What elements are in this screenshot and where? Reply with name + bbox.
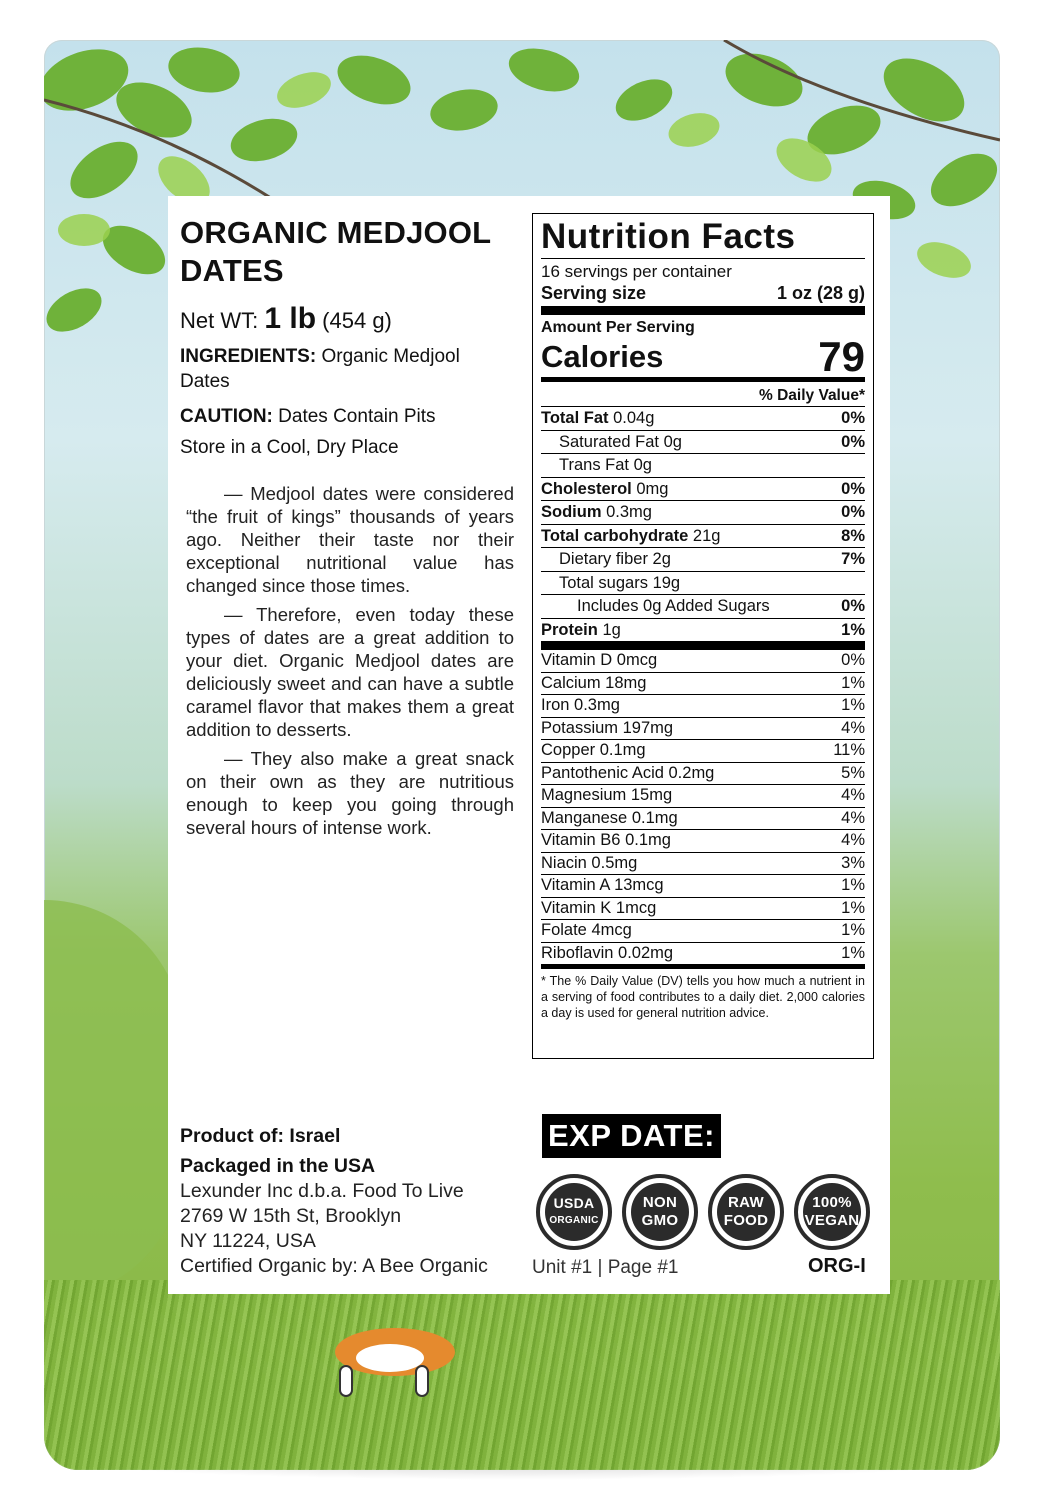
nutrient-row [541, 618, 865, 642]
address-line2: NY 11224, USA [180, 1230, 316, 1252]
vitamin-label: Riboflavin 0.02mg [541, 943, 674, 962]
nutrient-label: Sodium [541, 503, 602, 521]
nutrient-label: Total sugars [559, 573, 648, 592]
calories-row [541, 333, 865, 380]
nutrient-row [541, 477, 865, 501]
vitamin-daily-value: 11% [833, 741, 865, 759]
company-name: Lexunder Inc d.b.a. Food To Live [180, 1180, 464, 1202]
certification-badge-icon [622, 1174, 698, 1250]
nutrient-label: Protein [541, 620, 598, 639]
nutrient-amount: 21g [692, 526, 721, 545]
vitamin-daily-value: 3% [841, 853, 865, 872]
vitamin-daily-value: 1% [841, 696, 865, 714]
vitamin-daily-value: 1% [841, 898, 865, 917]
vitamin-label: Vitamin A 13mcg [541, 876, 664, 894]
product-description [180, 482, 514, 839]
nutrient-row [541, 594, 865, 618]
nutrient-row [541, 406, 865, 430]
vitamin-daily-value: 1% [841, 876, 865, 894]
nutrient-amount: 2g [652, 550, 671, 568]
nutrient-amount: 1g [602, 620, 621, 639]
nutrient-daily-value: 0% [841, 479, 865, 498]
nutrient-row [541, 453, 865, 477]
vitamin-label: Niacin 0.5mg [541, 853, 638, 872]
divider [541, 258, 865, 259]
nutrient-amount: 0mg [636, 479, 669, 498]
nutrient-amount: 0g [633, 456, 652, 474]
vitamin-daily-value: 1% [841, 943, 865, 962]
certification-badge-icon [794, 1174, 870, 1250]
badge-inner [717, 1183, 775, 1241]
vitamin-row [541, 829, 865, 852]
nutrient-daily-value: 0% [841, 597, 865, 615]
storage-text: Store in a Cool, Dry Place [180, 437, 399, 458]
vitamin-label: Potassium 197mg [541, 718, 674, 737]
vitamin-label: Vitamin B6 0.1mg [541, 831, 671, 849]
vitamin-label: Magnesium 15mg [541, 786, 673, 804]
badge-line1: RAW [728, 1194, 764, 1211]
nutrient-daily-value: 8% [841, 526, 865, 545]
vitamin-row [541, 897, 865, 920]
unit-page: Unit #1 | Page #1 [532, 1257, 679, 1278]
serving-size [541, 282, 865, 304]
badge-line2: ORGANIC [549, 1215, 599, 1226]
vitamin-daily-value: 0% [841, 651, 865, 669]
description-paragraph: — They also make a great snack on their own as they are nutritious enough to keep you going through several hours of intense work. [186, 748, 514, 838]
badge-inner [631, 1183, 689, 1241]
badge-line2: GMO [641, 1212, 679, 1229]
badge-line1: NON [642, 1194, 678, 1211]
vitamin-row [541, 762, 865, 785]
nutrient-row [541, 500, 865, 524]
serving-size-label: Serving size [541, 283, 647, 303]
packaged-in: Packaged in the USA [180, 1155, 376, 1177]
daily-value-header: % Daily Value* [759, 387, 865, 404]
nutrient-daily-value: 0% [841, 409, 865, 427]
product-label [168, 196, 890, 1294]
calories-value: 79 [818, 333, 865, 380]
certification-badges [536, 1174, 870, 1250]
nutrient-name [541, 501, 652, 524]
ingredients [180, 344, 514, 394]
vitamin-row [541, 739, 865, 762]
nutrient-row [541, 524, 865, 548]
nutrient-row [541, 571, 865, 595]
description-paragraph: — Therefore, even today these types of dates are a great addition to your diet. Organic Medjool dates are deliciously sweet and can have a subtle caramel flavor that makes them a great addition to desserts. [186, 604, 514, 740]
nutrient-amount: 0.04g [613, 409, 655, 427]
nutrient-label: Dietary fiber [559, 550, 648, 568]
ingredients-label: INGREDIENTS: [180, 346, 317, 367]
net-weight [180, 302, 514, 336]
net-weight-lb: 1 lb [264, 302, 317, 335]
badge-line1: USDA [553, 1195, 595, 1211]
vitamin-row [541, 672, 865, 695]
vitamin-row [541, 694, 865, 717]
nutrition-title: Nutrition Facts [541, 217, 796, 256]
thick-divider [541, 306, 865, 315]
net-weight-g: (454 g) [322, 308, 392, 333]
medium-divider [541, 964, 865, 969]
nutrient-daily-value: 1% [841, 620, 865, 639]
serving-size-value: 1 oz (28 g) [776, 283, 865, 303]
exp-date-label: EXP DATE: [542, 1114, 721, 1158]
vitamin-daily-value: 4% [841, 831, 865, 849]
description-paragraph: — Medjool dates were considered “the fruit of kings” thousands of years ago. Neither their taste nor their exceptional nutritional value has changed since those times. [186, 483, 514, 596]
vitamin-label: Manganese 0.1mg [541, 808, 678, 827]
vitamin-row [541, 852, 865, 875]
nutrient-amount: 0g [663, 432, 682, 451]
vitamin-label: Vitamin D 0mcg [541, 651, 658, 669]
calories-label: Calories [541, 339, 664, 374]
nutrient-name [541, 619, 621, 642]
vitamin-daily-value: 1% [841, 673, 865, 692]
net-weight-label: Net WT: [180, 308, 259, 333]
nutrient-daily-value: 0% [841, 503, 865, 521]
vitamin-label: Copper 0.1mg [541, 741, 646, 759]
vitamin-row [541, 874, 865, 897]
nutrient-daily-value: 0% [841, 432, 865, 451]
badge-line2: FOOD [723, 1212, 769, 1229]
vitamin-label: Iron 0.3mg [541, 696, 620, 714]
certified-by: Certified Organic by: A Bee Organic [180, 1255, 488, 1277]
badge-inner [545, 1183, 603, 1241]
product-title-line1: ORGANIC MEDJOOL [180, 215, 492, 250]
vitamin-daily-value: 4% [841, 718, 865, 737]
certification-badge-icon [708, 1174, 784, 1250]
nutrient-name [541, 548, 671, 571]
cat-illustration [320, 1322, 470, 1402]
vitamin-daily-value: 4% [841, 808, 865, 827]
address-line1: 2769 W 15th St, Brooklyn [180, 1205, 402, 1227]
caution [180, 404, 514, 429]
nutrient-name [541, 431, 682, 454]
vitamin-label: Folate 4mcg [541, 921, 632, 939]
servings-per-container: 16 servings per container [541, 262, 732, 281]
org-code: ORG-I [808, 1255, 866, 1277]
caution-text: Dates Contain Pits [278, 406, 436, 427]
nutrient-amount: 0.3mg [606, 503, 652, 521]
vitamin-label: Calcium 18mg [541, 673, 647, 692]
nutrient-daily-value: 7% [841, 550, 865, 568]
nutrient-label: Cholesterol [541, 479, 632, 498]
nutrient-label: Total Fat [541, 409, 609, 427]
nutrient-row [541, 430, 865, 454]
amount-per-serving: Amount Per Serving [541, 319, 695, 336]
nutrient-name [541, 595, 770, 618]
product-title [180, 214, 514, 290]
daily-value-footnote: * The % Daily Value (DV) tells you how much a nutrient in a serving of food contributes to a daily diet. 2,000 calories a day is used for general nutrition advice. [541, 974, 865, 1020]
vitamin-daily-value: 1% [841, 921, 865, 939]
vitamin-row [541, 784, 865, 807]
nutrient-row [541, 547, 865, 571]
nutrient-label: Total carbohydrate [541, 526, 689, 545]
vitamin-rows [541, 650, 865, 964]
caution-label: CAUTION: [180, 406, 273, 427]
nutrient-name [541, 454, 652, 477]
product-title-line2: DATES [180, 253, 284, 288]
product-info-column [180, 214, 514, 845]
nutrient-rows [541, 406, 865, 641]
nutrient-label: Includes 0g Added Sugars [577, 597, 770, 615]
nutrient-name [541, 572, 680, 595]
nutrient-label: Trans Fat [559, 456, 629, 474]
thick-divider [541, 641, 865, 650]
vitamin-label: Vitamin K 1mcg [541, 898, 657, 917]
nutrient-label: Saturated Fat [559, 432, 659, 451]
nutrient-name [541, 478, 668, 501]
vitamin-row [541, 807, 865, 830]
ingredients-text: Organic Medjool Dates [180, 346, 460, 392]
badge-inner [803, 1183, 861, 1241]
nutrient-amount: 19g [652, 573, 681, 592]
vitamin-row [541, 942, 865, 965]
vitamin-row [541, 650, 865, 672]
medium-divider [541, 377, 865, 382]
vitamin-row [541, 717, 865, 740]
nutrient-name [541, 525, 720, 548]
badge-line1: 100% [812, 1194, 852, 1211]
vitamin-daily-value: 4% [841, 786, 865, 804]
product-of: Product of: Israel [180, 1125, 341, 1147]
nutrition-facts-panel [532, 213, 874, 1059]
grass-decoration [44, 1280, 1000, 1470]
origin-info [180, 1124, 520, 1279]
badge-line2: VEGAN [804, 1212, 860, 1229]
vitamin-row [541, 919, 865, 942]
green-circle-decoration [44, 900, 184, 1300]
vitamin-daily-value: 5% [841, 763, 865, 782]
nutrient-name [541, 407, 654, 430]
vitamin-label: Pantothenic Acid 0.2mg [541, 763, 715, 782]
certification-badge-icon [536, 1174, 612, 1250]
